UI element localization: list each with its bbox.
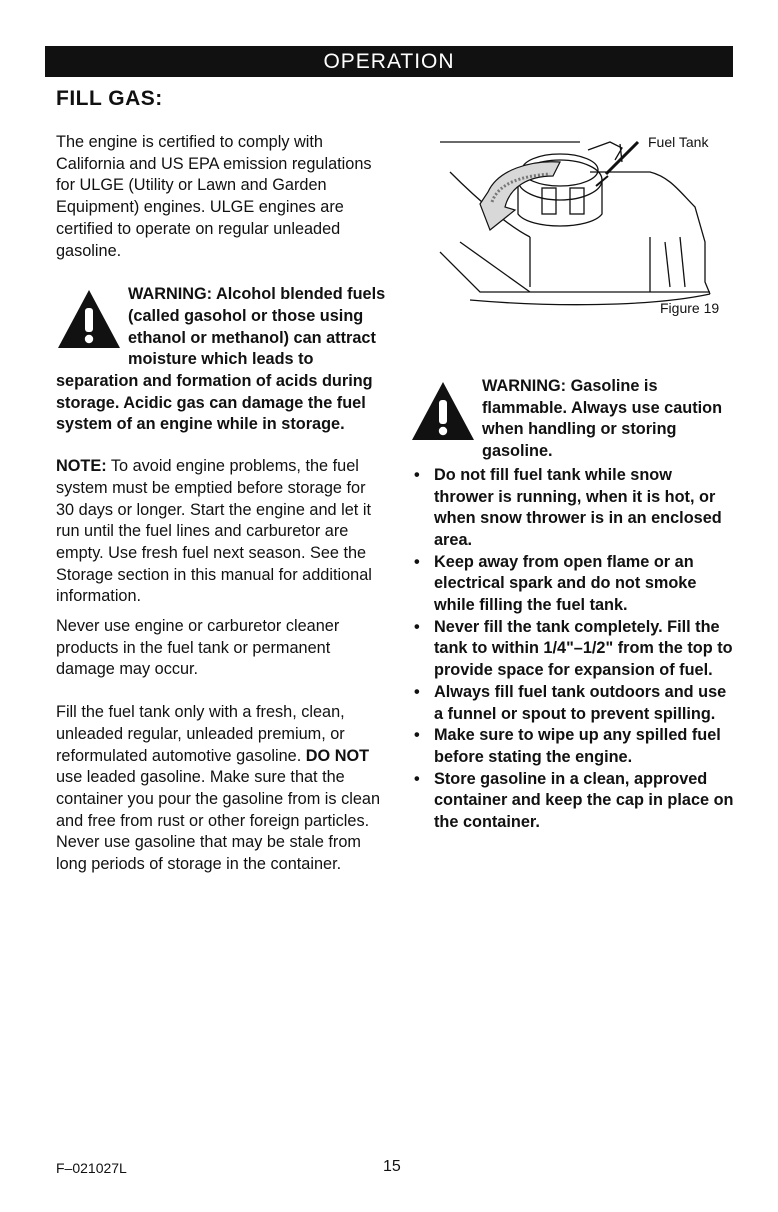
bullet-icon: • xyxy=(414,465,420,484)
fill-text-before: Fill the fuel tank only with a fresh, clean, unleaded regular, unleaded premium, or reformulated automotive gasoline. xyxy=(56,703,345,765)
bullet-icon: • xyxy=(414,682,420,701)
bullet-text: Store gasoline in a clean, approved container and keep the cap in place on the container. xyxy=(434,769,734,832)
safety-bullet-list xyxy=(410,465,736,834)
warning-triangle-icon xyxy=(410,380,476,442)
bullet-text: Do not fill fuel tank while snow thrower is running, when it is hot, or when snow thrower is in an enclosed area. xyxy=(434,465,722,549)
document-code: F–021027L xyxy=(56,1160,127,1176)
bullet-text: Never fill the tank completely. Fill the tank to within 1/4"–1/2" from the top to provide space for expansion of fuel. xyxy=(434,617,733,680)
left-column xyxy=(56,132,386,876)
list-item xyxy=(410,769,736,834)
gasoline-warning-text: WARNING: Gasoline is flammable. Always use caution when handling or storing gasoline. xyxy=(482,377,723,461)
section-title: FILL GAS: xyxy=(56,87,163,110)
fill-text-bold: DO NOT xyxy=(305,746,370,765)
note-paragraph xyxy=(56,456,386,608)
alcohol-warning xyxy=(56,284,386,436)
bullet-icon: • xyxy=(414,726,420,745)
bullet-icon: • xyxy=(414,617,420,636)
bullet-text: Make sure to wipe up any spilled fuel before stating the engine. xyxy=(434,726,721,766)
bullet-text: Keep away from open flame or an electrical spark and do not smoke while filling the fuel tank. xyxy=(434,552,697,615)
fill-text-after: use leaded gasoline. Make sure that the container you pour the gasoline from is clean and free from rust or other foreign particles. Never use gasoline that may be stale from long periods of storage in the container. xyxy=(56,768,381,874)
page-number: 15 xyxy=(383,1158,401,1175)
list-item xyxy=(410,725,736,768)
list-item xyxy=(410,617,736,682)
cleaner-paragraph: Never use engine or carburetor cleaner products in the fuel tank or permanent damage may occur. xyxy=(56,617,340,679)
intro-paragraph: The engine is certified to comply with California and US EPA emission regulations for ULGE (Utility or Lawn and Garden Equipment) engines. ULGE engines are certified to operate on regular unleaded gasoline. xyxy=(56,133,372,260)
fuel-tank-label: Fuel Tank xyxy=(648,134,709,150)
note-label: NOTE: xyxy=(56,457,107,476)
list-item xyxy=(410,465,736,552)
alcohol-warning-text: WARNING: Alcohol blended fuels (called gasohol or those using ethanol or methanol) can attract moisture which leads to separation and formation of acids during storage. Acidic gas can damage the fuel system of an engine while in storage. xyxy=(56,285,386,434)
bullet-text: Always fill fuel tank outdoors and use a funnel or spout to prevent spilling. xyxy=(434,682,727,723)
gasoline-warning xyxy=(410,376,736,463)
figure-caption: Figure 19 xyxy=(660,300,720,316)
bullet-icon: • xyxy=(414,769,420,788)
right-column xyxy=(410,132,736,834)
list-item xyxy=(410,552,736,617)
note-text: To avoid engine problems, the fuel system must be emptied before storage for 30 days or longer. Start the engine and let it run until the fuel lines and carburetor are empty. Use fresh fuel next season. See the Storage section in this manual for additional information. xyxy=(56,457,372,606)
fuel-tank-figure xyxy=(410,132,736,332)
fill-paragraph xyxy=(56,702,386,876)
section-banner: OPERATION xyxy=(45,46,733,77)
list-item xyxy=(410,682,736,725)
warning-triangle-icon xyxy=(56,288,122,350)
bullet-icon: • xyxy=(414,552,420,571)
